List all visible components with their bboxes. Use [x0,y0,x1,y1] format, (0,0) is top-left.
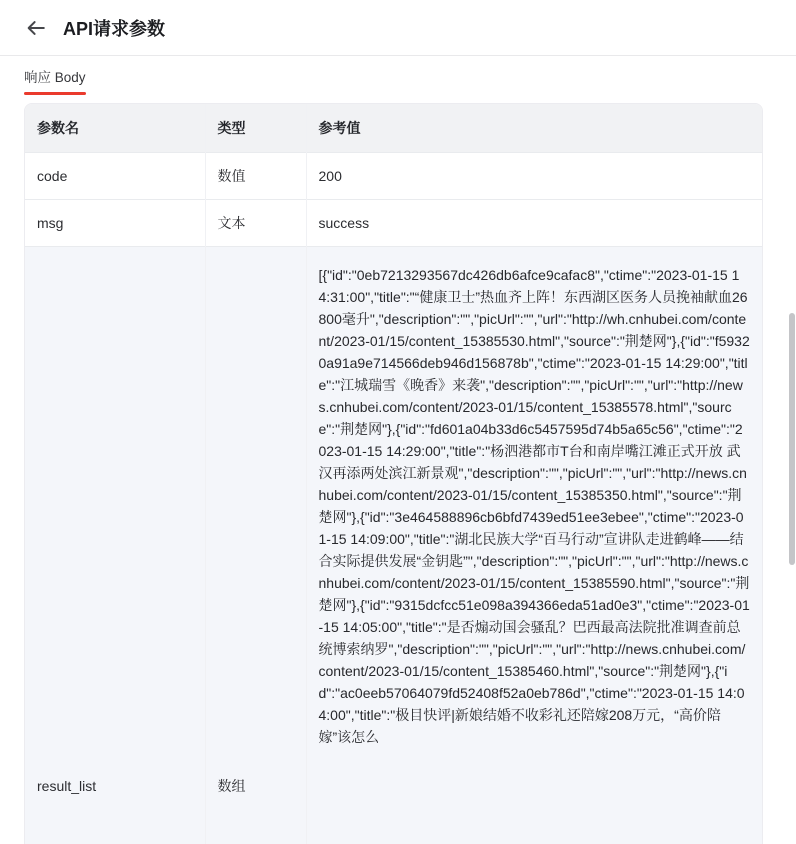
table-row [25,199,762,246]
top-header [0,0,796,56]
param-name-cell: code [25,152,205,199]
column-header-reference-value: 参考值 [306,104,762,152]
table-header-row [25,104,762,152]
table-row [25,246,762,844]
param-value-cell [306,246,762,844]
column-header-type: 类型 [205,104,306,152]
param-name-cell: result_list [25,246,205,844]
param-type-cell: 文本 [205,199,306,246]
param-value-cell: success [306,199,762,246]
result-list-json-text: [{"id":"0eb7213293567dc426db6afce9cafac8","ctime":"2023-01-15 14:31:00","title":"“健康卫士”热血齐上阵！东西湖区医务人员挽袖献血26800毫升","description":"","picUrl":"","url":"http://wh.cnhubei.com/content/2023-01/15/content_15385530.html","source":"荆楚网"},{"id":"f59320a91a9e714566deb946d156878b","ctime":"2023-01-15 14:29:00","title":"江城瑞雪《晚香》来袭","description":"","picUrl":"","url":"http://news.cnhubei.com/content/2023-01/15/content_15385578.html","source":"荆楚网"},{"id":"fd601a04b33d6c5457595d74b5a65c56","ctime":"2023-01-15 14:29:00","title":"杨泗港都市T台和南岸嘴江滩正式开放 武汉再添两处滨江新景观","description":"","picUrl":"","url":"http://news.cnhubei.com/content/2023-01/15/content_15385350.html","source":"荆楚网"},{"id":"3e464588896cb6bfd7439ed51ee3ebee","ctime":"2023-01-15 14:09:00","title":"湖北民族大学“百马行动”宣讲队走进鹤峰——结合实际提供发展“金钥匙”","description":"","picUrl":"","url":"http://news.cnhubei.com/content/2023-01/15/content_15385590.html","source":"荆楚网"},{"id":"9315dcfcc51e098a394366eda51ad0e3","ctime":"2023-01-15 14:05:00","title":"是否煽动国会骚乱？巴西最高法院批准调查前总统博索纳罗","description":"","picUrl":"","url":"http://news.cnhubei.com/content/2023-01/15/content_15385460.html","source":"荆楚网"},{"id":"ac0eeb57064079fd52408f52a0eb786d","ctime":"2023-01-15 14:04:00","title":"极目快评|新娘结婚不收彩礼还陪嫁208万元，“高价陪嫁”该怎么 [318,266,750,745]
tab-bar [0,56,796,95]
tab-response-body-label: 响应 Body [24,70,86,85]
page-title: API请求参数 [63,18,166,39]
param-type-cell: 数值 [205,152,306,199]
param-value-cell: 200 [306,152,762,199]
param-name-cell: msg [25,199,205,246]
active-tab-underline [24,92,86,95]
params-table [24,103,763,844]
param-type-cell: 数组 [205,246,306,844]
vertical-scrollbar-thumb[interactable] [789,313,795,565]
table-row [25,152,762,199]
tab-response-body[interactable] [24,66,86,95]
back-arrow-icon[interactable] [24,16,48,40]
column-header-param-name: 参数名 [25,104,205,152]
